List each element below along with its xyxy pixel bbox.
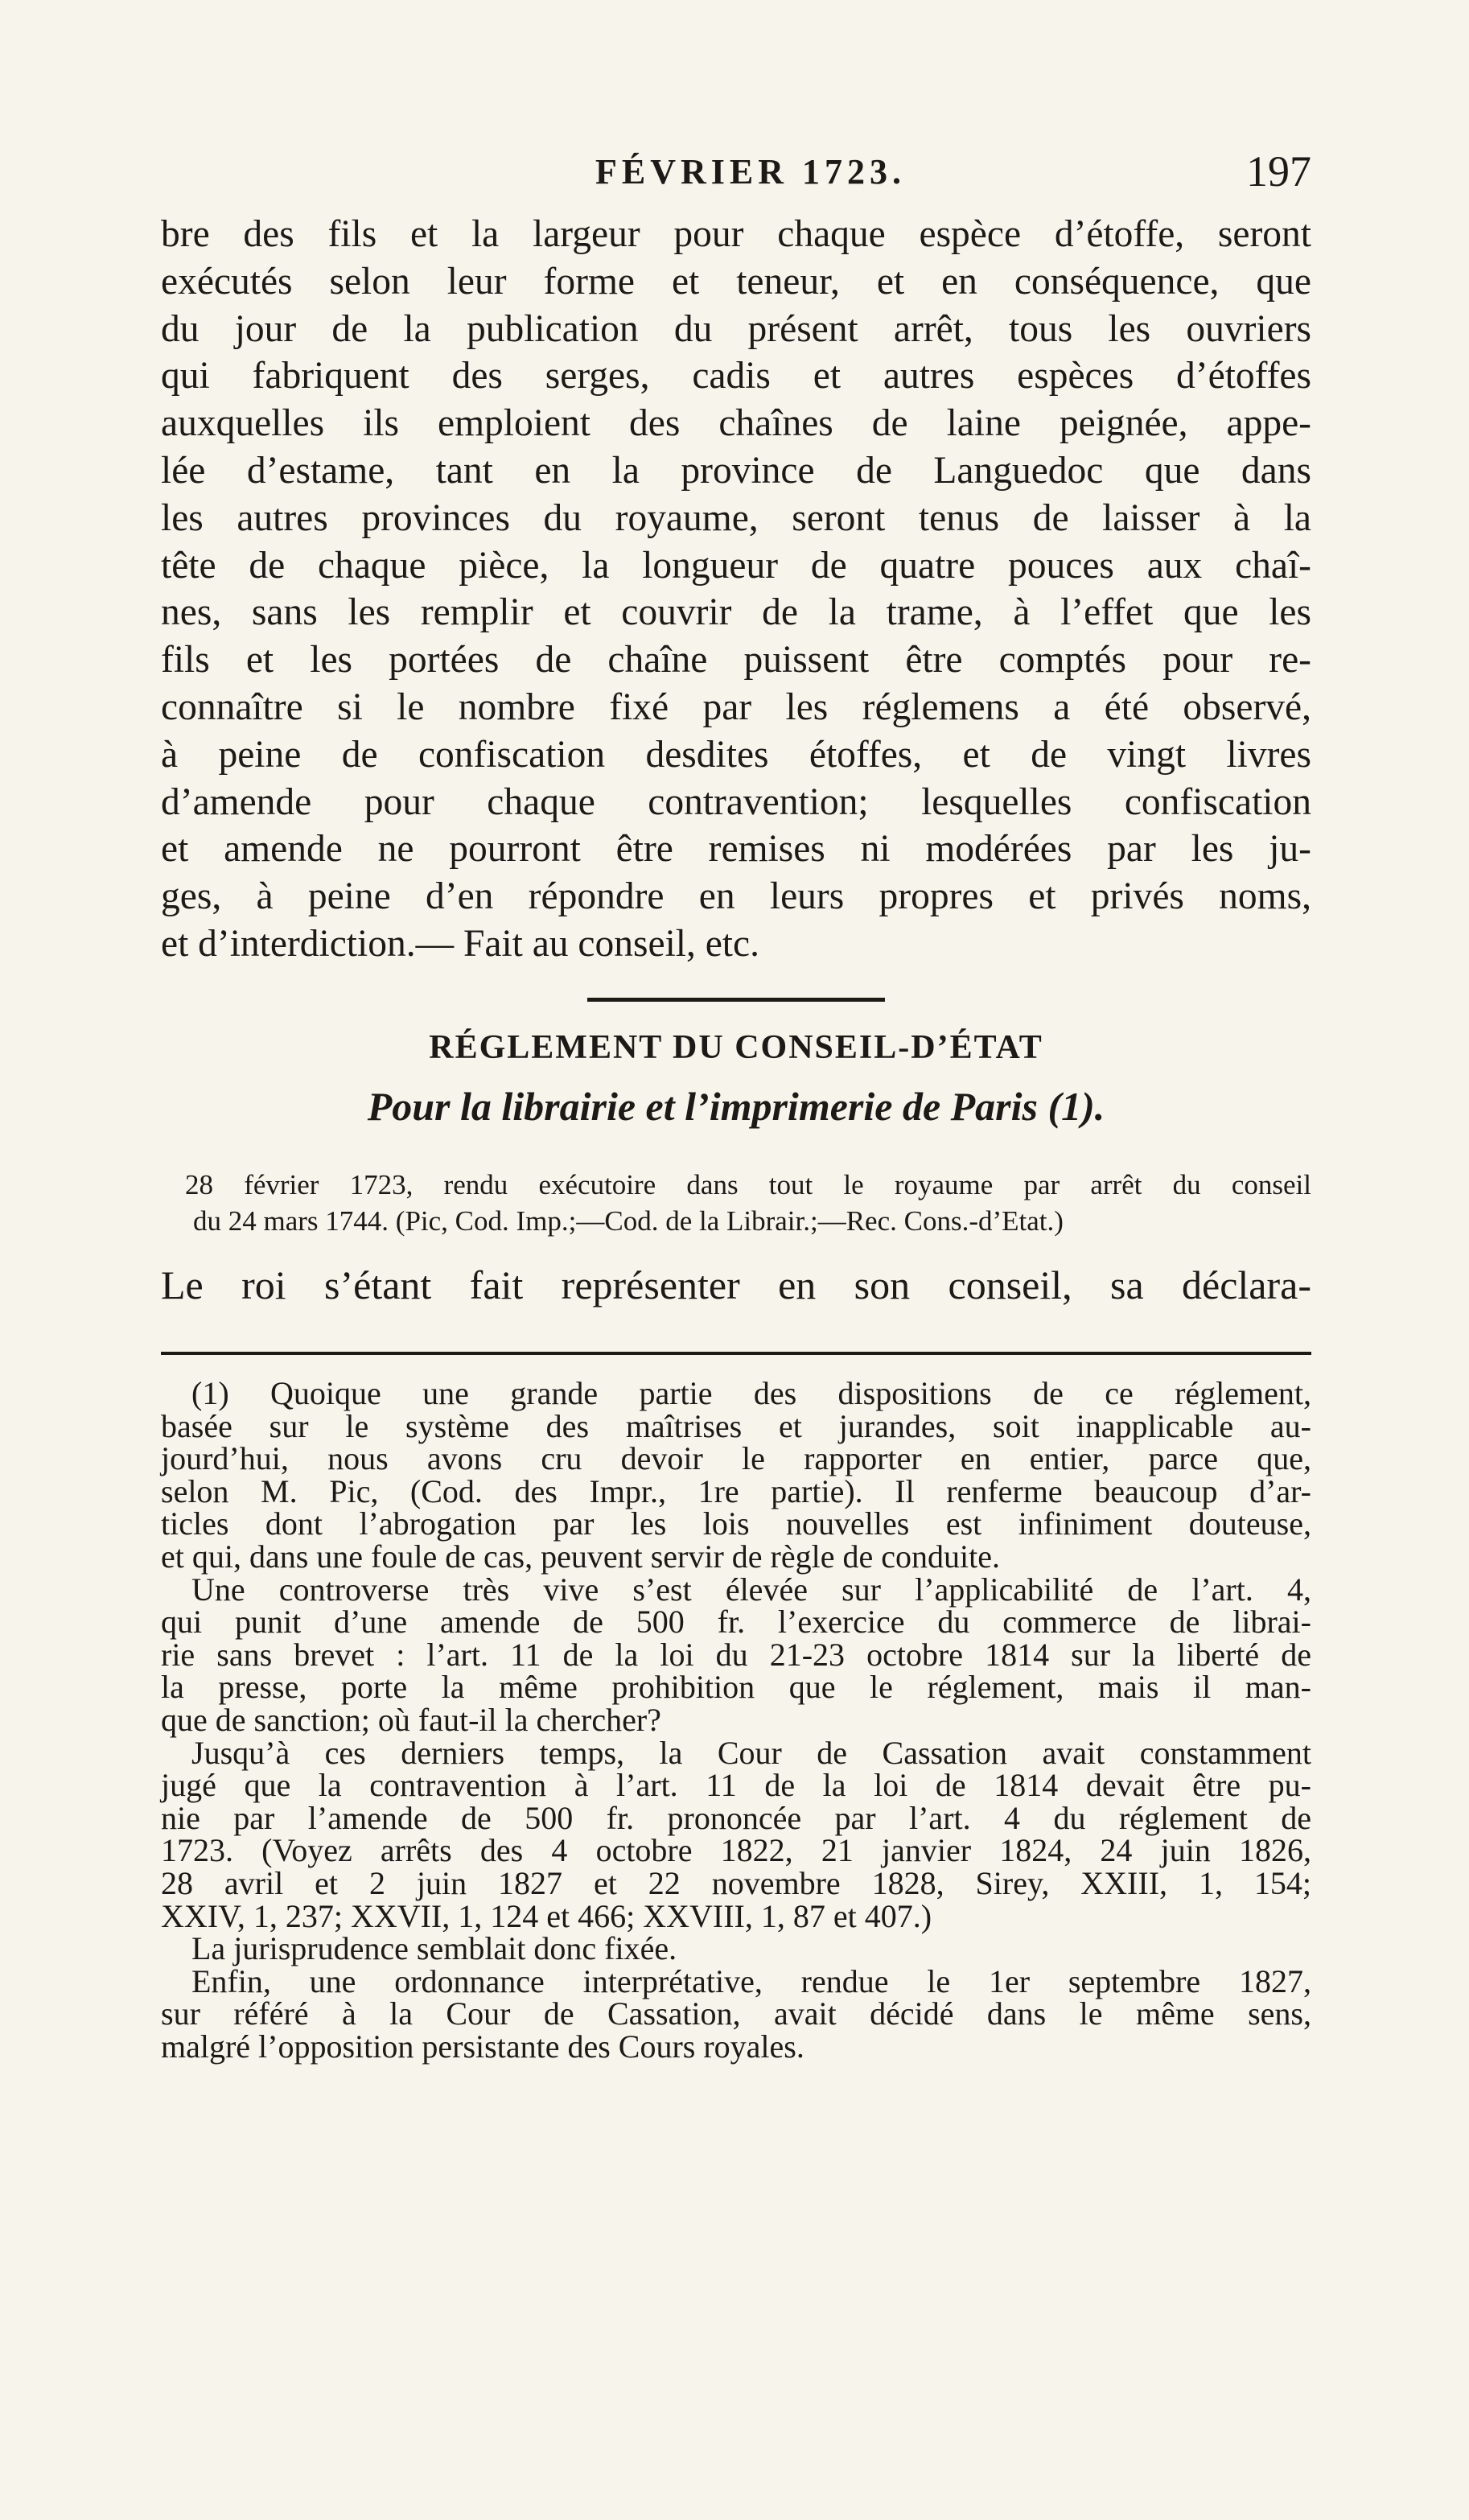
body-line: connaître si le nombre fixé par les réglemens a été observé, [161, 686, 1311, 728]
opening-line: Le roi s’étant fait représenter en son conseil, sa déclara- [161, 1262, 1311, 1307]
footnote-line: La jurisprudence semblait donc fixée. [191, 1930, 677, 1967]
footnote-line: et qui, dans une foule de cas, peuvent servir de règle de conduite. [161, 1538, 1000, 1575]
footnote-line: sur référé à la Cour de Cassation, avait décidé dans le même sens, [161, 1995, 1311, 2032]
body-line: du jour de la publication du présent arrêt, tous les ouvriers [161, 307, 1311, 350]
running-header [161, 147, 1311, 200]
footnote-line: jourd’hui, nous avons cru devoir le rapporter en entier, parce que, [161, 1440, 1311, 1477]
footnote-line: selon M. Pic, (Cod. des Impr., 1re partie). Il renferme beaucoup d’ar- [161, 1472, 1311, 1509]
footnote-line: basée sur le système des maîtrises et jurandes, soit inapplicable au- [161, 1407, 1311, 1444]
body-line: les autres provinces du royaume, seront tenus de laisser à la [161, 496, 1311, 539]
footnote-line: XXIV, 1, 237; XXVII, 1, 124 et 466; XXVIII, 1, 87 et 407.) [161, 1897, 932, 1934]
body-line: exécutés selon leur forme et teneur, et en conséquence, que [161, 260, 1311, 303]
footnote-divider [161, 1352, 1311, 1355]
footnote-line: Enfin, une ordonnance interprétative, rendue le 1er septembre 1827, [191, 1962, 1311, 1999]
page-number: 197 [1246, 147, 1311, 196]
footnote-line: rie sans brevet : l’art. 11 de la loi du 21-23 octobre 1814 sur la liberté de [161, 1636, 1311, 1673]
footnote-line: malgré l’opposition persistante des Cours royales. [161, 2028, 804, 2065]
footnote-line: qui punit d’une amende de 500 fr. l’exercice du commerce de librai- [161, 1604, 1311, 1641]
footnote-line: Une controverse très vive s’est élevée sur l’applicabilité de l’art. 4, [191, 1571, 1311, 1608]
body-line: ges, à peine d’en répondre en leurs propres et privés noms, [161, 875, 1311, 918]
section-divider [587, 998, 885, 1002]
body-line: d’amende pour chaque contravention; lesquelles confiscation [161, 780, 1311, 823]
section-title: RÉGLEMENT DU CONSEIL-D’ÉTAT [429, 1029, 1043, 1066]
body-line: fils et les portées de chaîne puissent être comptés pour re- [161, 639, 1311, 681]
body-line: tête de chaque pièce, la longueur de quatre pouces aux chaî- [161, 544, 1311, 587]
body-line: auxquelles ils emploient des chaînes de laine peignée, appe- [161, 402, 1311, 445]
body-paragraph [161, 211, 1311, 968]
footnote [161, 1377, 1311, 2063]
body-line: lée d’estame, tant en la province de Languedoc que dans [161, 449, 1311, 492]
footnote-line: 1723. (Voyez arrêts des 4 octobre 1822, 21 janvier 1824, 24 juin 1826, [161, 1832, 1311, 1869]
footnote-line: jugé que la contravention à l’art. 11 de la loi de 1814 devait être pu- [161, 1767, 1311, 1804]
body-line: qui fabriquent des serges, cadis et autres espèces d’étoffes [161, 355, 1311, 397]
section-dateline [185, 1167, 1311, 1239]
footnote-line: Jusqu’à ces derniers temps, la Cour de Cassation avait constamment [191, 1734, 1311, 1771]
footnote-line: (1) Quoique une grande partie des dispositions de ce réglement, [191, 1375, 1311, 1411]
footnote-line: nie par l’amende de 500 fr. prononcée par l’art. 4 du réglement de [161, 1799, 1311, 1836]
body-line: à peine de confiscation desdites étoffes, et de vingt livres [161, 733, 1311, 776]
body-line: nes, sans les remplir et couvrir de la trame, à l’effet que les [161, 591, 1311, 634]
section-subtitle: Pour la librairie et l’imprimerie de Paris (1). [367, 1084, 1105, 1129]
footnote-line: ticles dont l’abrogation par les lois nouvelles est infiniment douteuse, [161, 1505, 1311, 1542]
footnote-line: la presse, porte la même prohibition que le réglement, mais il man- [161, 1669, 1311, 1706]
body-line: et amende ne pourront être remises ni modérées par les ju- [161, 828, 1311, 871]
running-title: FÉVRIER 1723. [595, 152, 907, 191]
footnote-line: que de sanction; où faut-il la chercher? [161, 1701, 661, 1738]
footnote-line: 28 avril et 2 juin 1827 et 22 novembre 1828, Sirey, XXIII, 1, 154; [161, 1864, 1311, 1901]
body-line: bre des fils et la largeur pour chaque espèce d’étoffe, seront [161, 213, 1311, 255]
dateline-line: 28 février 1723, rendu exécutoire dans tout le royaume par arrêt du conseil [185, 1169, 1311, 1200]
body-line: et d’interdiction.— Fait au conseil, etc. [161, 922, 759, 965]
dateline-line: du 24 mars 1744. (Pic, Cod. Imp.;—Cod. de la Librair.;—Rec. Cons.-d’Etat.) [193, 1205, 1064, 1237]
